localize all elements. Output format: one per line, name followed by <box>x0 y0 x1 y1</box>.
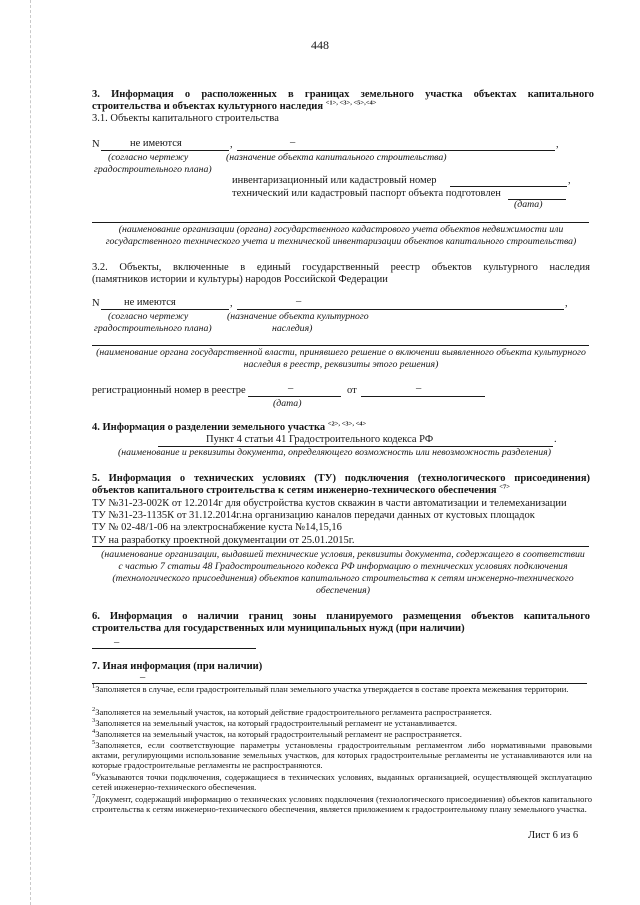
s3-org-underline <box>92 222 589 223</box>
s3-purpose-comma: , <box>556 139 559 150</box>
s3-heading-sup: <1>, <3>, <5>,<4> <box>325 99 377 107</box>
s3-n2-value: не имеются <box>124 297 176 308</box>
s3-n-value: не имеются <box>130 138 182 149</box>
footnote-7 <box>92 794 592 814</box>
s5-tu4-underline <box>92 546 589 547</box>
footnote-2-text: Заполняется на земельный участок, на который действие градостроительного регламента распространяется. <box>95 707 492 717</box>
s3-cap1-line1: (согласно чертежу <box>108 152 189 163</box>
s3-heading-text: строительства и объектах культурного наследия <box>92 101 324 112</box>
s4-value: Пункт 4 статьи 41 Градостроительного кодекса РФ <box>206 434 434 445</box>
s3-n-comma: , <box>230 139 233 150</box>
s7-heading: 7. Иная информация (при наличии) <box>92 661 263 672</box>
s5-heading-sup: <7> <box>499 483 510 491</box>
s3-inventory-label: инвентаризационный или кадастровый номер <box>232 175 437 186</box>
s3-reg-dash: – <box>288 383 294 394</box>
s7-value: – <box>140 672 146 683</box>
footnote-5-num: 5 <box>92 739 96 747</box>
s3-cap2-purpose-line1: (назначение объекта культурного <box>227 311 369 322</box>
page-number: 448 <box>311 38 329 52</box>
s3-reg-date-underline <box>361 396 485 397</box>
s3-org2-caption: (наименование органа государственной власти, принявшего решение о включении выявленного объекта культурного наследия в реестр, реквизиты этого решения) <box>96 347 586 370</box>
s3-cap2-line1: (согласно чертежу <box>108 311 189 322</box>
s5-heading-line1: 5. Информация о технических условиях (ТУ) подключения (технологического присоединения) <box>92 473 590 484</box>
s5-tu1: ТУ №31-23-002К от 12.2014г для обустройства кустов скважин в части автоматизации и телемеханизации <box>92 498 567 509</box>
s5-heading-text: объектов капитального строительства к сетям инженерно-технического обеспечения <box>92 485 497 496</box>
s3-reg-date-caption: (дата) <box>273 398 302 409</box>
s3-passport-date: (дата) <box>514 199 543 210</box>
footnote-3-text: Заполняется на земельный участок, на который градостроительный регламент не устанавливается. <box>95 718 458 728</box>
s4-heading <box>92 422 366 434</box>
footnote-7-text: Документ, содержащий информацию о технических условиях подключения (технологического присоединения) объектов капитального строительства к сетям инженерно-технического обеспечения, является приложением к градостроительному плану земельного участка. <box>92 794 592 814</box>
s3-cap2-purpose-line2: наследия) <box>272 323 313 334</box>
s3-n2-comma: , <box>230 298 233 309</box>
s3-n-label: N <box>92 139 100 150</box>
s3-cap1-line2: градостроительного плана) <box>94 164 212 175</box>
s3-org-caption: (наименование организации (органа) государственного кадастрового учета объектов недвижимости или государственного технического учета и технической инвентаризации объектов капитального строительства) <box>105 224 577 247</box>
s6-underline <box>92 648 256 649</box>
footnote-5 <box>92 740 592 770</box>
s3-org2-underline <box>92 345 589 346</box>
s3-reg-date-dash: – <box>416 383 422 394</box>
s6-value: – <box>114 637 120 648</box>
s3-passport-label: технический или кадастровый паспорт объекта подготовлен <box>232 188 501 199</box>
footnote-5-text: Заполняется, если соответствующие параметры установлены градостроительным регламентом либо нормативными правовыми актами, регулирующими использование земельных участков, для которых градостроительные регламенты не устанавливаются или на которые градостроительные регламенты не распространяются. <box>92 740 592 770</box>
s6-heading: 6. Информация о наличии границ зоны планируемого размещения объектов капитального строительства для государственных или муниципальных нужд (при наличии) <box>92 611 590 634</box>
s3-reg-underline <box>248 396 341 397</box>
s3-reg-label: регистрационный номер в реестре <box>92 385 246 396</box>
s5-caption: (наименование организации, выдавшей технические условия, реквизиты документа, содержащего в соответствии с частью 7 статьи 48 Градостроительного кодекса РФ информацию о технических условиях подключения (технологического присоединения) объектов капитального строительства к сетям инженерно-технического обеспечения) <box>101 549 585 596</box>
footnote-2-num: 2 <box>92 706 96 714</box>
footnote-4-text: Заполняется на земельный участок, на который градостроительный регламент не распространяется. <box>95 729 462 739</box>
footnote-6-num: 6 <box>92 771 96 779</box>
s5-tu2: ТУ №31-23-1135К от 31.12.2014г.на организацию каналов передачи данных от кустовых площадок <box>92 510 535 521</box>
s4-heading-sup: <2>, <3>, <4> <box>327 420 367 428</box>
s3-cap-purpose: (назначение объекта капитального строительства) <box>226 152 447 163</box>
footnote-1-text: Заполняется в случае, если градостроительный план земельного участка утверждается в составе проекта межевания территории. <box>95 684 569 694</box>
s3-heading-line1: 3. Информация о расположенных в границах земельного участка объектах капитального <box>92 89 594 100</box>
footnote-3-num: 3 <box>92 717 96 725</box>
s3-sub2-line2: (памятников истории и культуры) народов Российской Федерации <box>92 274 388 285</box>
s3-n-underline <box>101 150 229 151</box>
footnote-4 <box>92 729 592 739</box>
s3-inventory-underline <box>450 186 567 187</box>
s3-n2-end-comma: , <box>565 298 568 309</box>
s4-caption: (наименование и реквизиты документа, определяющего возможность или невозможность разделения) <box>118 447 551 458</box>
footnote-1 <box>92 684 592 694</box>
s3-n2-dash: – <box>296 296 302 307</box>
s3-n2-purpose-underline <box>237 309 564 310</box>
s4-end-dot: . <box>554 434 557 445</box>
s3-heading-line2 <box>92 101 376 113</box>
s4-heading-text: 4. Информация о разделении земельного участка <box>92 422 326 433</box>
s3-purpose-dash: – <box>290 137 296 148</box>
s3-inventory-comma: , <box>568 175 571 186</box>
footnote-6 <box>92 772 592 792</box>
footnote-7-num: 7 <box>92 793 96 801</box>
footnote-6-text: Указываются точки подключения, содержащиеся в технических условиях, выданных организацией, осуществляющей эксплуатацию сетей инженерно-технического обеспечения. <box>92 772 592 792</box>
s5-tu3: ТУ № 02-48/1-06 на электроснабжение куста №14,15,16 <box>92 522 342 533</box>
s3-n2-underline <box>101 309 229 310</box>
s3-cap2-line2: градостроительного плана) <box>94 323 212 334</box>
footnote-2 <box>92 707 592 717</box>
s3-sub2: 3.2. Объекты, включенные в единый государственный реестр объектов культурного наследия <box>92 262 590 273</box>
s3-purpose-underline <box>237 150 555 151</box>
footnote-1-num: 1 <box>92 683 96 691</box>
s5-heading-line2 <box>92 485 510 497</box>
s3-sub1: 3.1. Объекты капитального строительства <box>92 113 279 124</box>
s3-reg-from: от <box>347 385 357 396</box>
sheet-label: Лист 6 из 6 <box>528 830 579 841</box>
footnote-4-num: 4 <box>92 728 96 736</box>
s3-n2-label: N <box>92 298 100 309</box>
footnote-3 <box>92 718 592 728</box>
s5-tu4: ТУ на разработку проектной документации от 25.01.2015г. <box>92 535 355 546</box>
